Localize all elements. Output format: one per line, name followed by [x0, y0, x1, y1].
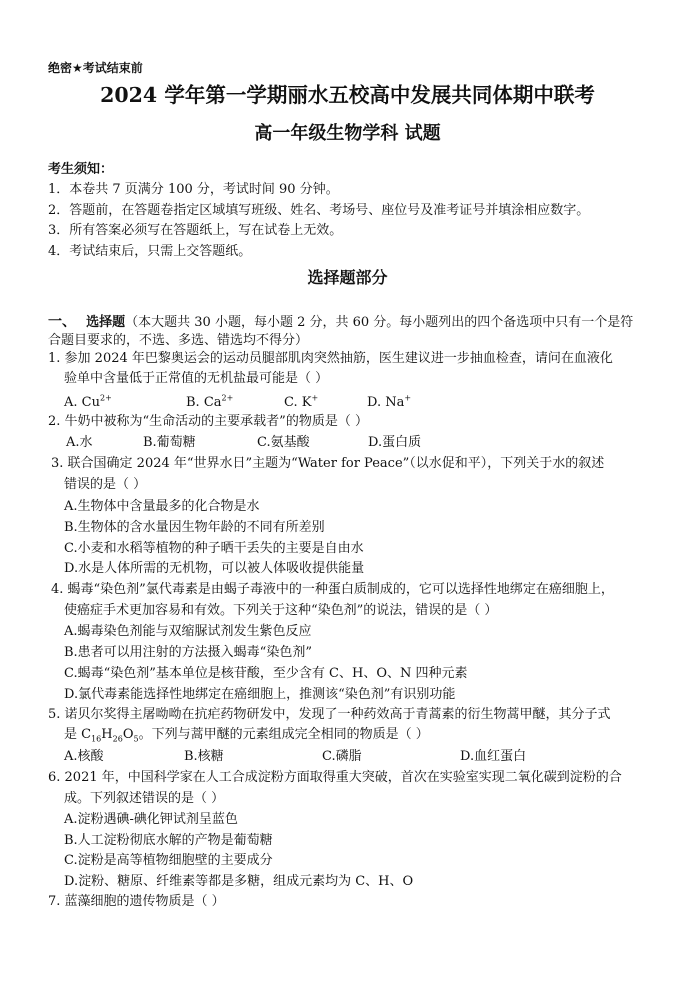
q3-option-a: A.生物体中含量最多的化合物是水: [64, 499, 260, 514]
part1-desc-line2: 合题目要求的，不选、多选、错选均不得分）: [48, 333, 309, 348]
q5-formula-c-count: 16: [91, 734, 102, 744]
q1-option-d-text: D. Na: [367, 395, 405, 410]
q4-stem-line2: 使癌症手术更加容易和有效。下列关于这种“染色剂”的说法，错误的是（ ）: [64, 603, 498, 618]
q6-option-a: A.淀粉遇碘-碘化钾试剂呈蓝色: [64, 812, 238, 827]
q5-stem-line2-text: 。下列与蒿甲醚的元素组成完全相同的物质是（ ）: [138, 727, 429, 742]
notice-item-2: 2．答题前，在答题卷指定区域填写班级、姓名、考场号、座位号及准考证号并填涂相应数字。: [48, 203, 590, 218]
q5-option-c: C.磷脂: [322, 749, 362, 764]
q1-option-a: [64, 395, 112, 411]
q5-formula-h: H: [101, 727, 113, 742]
q1-option-d-charge: +: [404, 393, 412, 403]
q5-option-a: A.核酸: [64, 749, 104, 764]
q3-option-c: C.小麦和水稻等植物的种子晒干丢失的主要是自由水: [64, 541, 364, 556]
part1-label: 选择题: [86, 315, 126, 330]
notice-item-1: 1．本卷共 7 页满分 100 分，考试时间 90 分钟。: [48, 182, 339, 197]
q1-option-b: [186, 395, 233, 411]
q5-formula-o: O: [122, 727, 134, 742]
q1-stem-line1: 1. 参加 2024 年巴黎奥运会的运动员腿部肌肉突然抽筋，医生建议进一步抽血检查，请问在血液化: [48, 351, 613, 366]
q1-stem-line2: 验单中含量低于正常值的无机盐最可能是（ ）: [64, 371, 329, 386]
q1-option-b-text: B. Ca: [186, 395, 222, 410]
q1-option-c: [284, 395, 318, 411]
q1-option-b-charge: 2+: [221, 393, 234, 403]
q2-option-b: B.葡萄糖: [143, 435, 196, 450]
q2-option-d: D.蛋白质: [368, 435, 422, 450]
q4-stem-line1: 4. 蝎毒“染色剂”氯代毒素是由蝎子毒液中的一种蛋白质制成的，它可以选择性地绑定在癌细胞上，: [51, 582, 614, 597]
q4-option-a: A.蝎毒染色剂能与双缩脲试剂发生紫色反应: [64, 624, 312, 639]
q5-stem-line2: [64, 727, 429, 743]
q2-option-c: C.氨基酸: [257, 435, 310, 450]
q1-option-c-charge: +: [311, 393, 319, 403]
q4-option-c: C.蝎毒“染色剂”基本单位是核苷酸，至少含有 C、H、O、N 四种元素: [64, 666, 468, 681]
q6-option-c: C.淀粉是高等植物细胞壁的主要成分: [64, 853, 273, 868]
q5-formula-h-count: 26: [112, 734, 123, 744]
exam-title: 2024 学年第一学期丽水五校高中发展共同体期中联考: [100, 83, 595, 107]
q2-stem-line1: 2. 牛奶中被称为“生命活动的主要承载者”的物质是（ ）: [48, 414, 368, 429]
notice-heading: 考生须知：: [48, 162, 114, 177]
exam-subtitle: 高一年级生物学科 试题: [254, 123, 441, 144]
q1-option-a-charge: 2+: [99, 393, 112, 403]
q1-option-c-text: C. K: [284, 395, 312, 410]
q1-option-d: [367, 395, 411, 411]
q6-option-d: D.淀粉、糖原、纤维素等都是多糖，组成元素均为 C、H、O: [64, 874, 414, 889]
part1-heading: [48, 314, 633, 331]
q1-option-a-text: A. Cu: [64, 395, 100, 410]
q5-option-d: D.血红蛋白: [460, 749, 527, 764]
q4-option-d: D.氯代毒素能选择性地绑定在癌细胞上，推测该“染色剂”有识别功能: [64, 687, 456, 702]
q4-option-b: B.患者可以用注射的方法摄入蝎毒“染色剂”: [64, 645, 312, 660]
q6-stem-line2: 成。下列叙述错误的是（ ）: [64, 791, 225, 806]
q6-stem-line1: 6. 2021 年，中国科学家在人工合成淀粉方面取得重大突破，首次在实验室实现二氧化碳到淀粉的合: [48, 770, 622, 785]
q3-option-b: B.生物体的含水量因生物年龄的不同有所差别: [64, 520, 325, 535]
notice-item-3: 3．所有答案必须写在答题纸上，写在试卷上无效。: [48, 223, 343, 238]
q2-option-a: A.水: [66, 435, 93, 450]
part1-desc-line1: （本大题共 30 小题，每小题 2 分，共 60 分。每小题列出的四个备选项中只有一个是符: [125, 315, 634, 330]
confidential-label: 绝密★考试结束前: [48, 61, 143, 75]
q5-formula-o-count: 5: [133, 734, 139, 744]
q3-stem-line1: 3. 联合国确定 2024 年“世界水日”主题为“Water for Peace”（以水促和平），下列关于水的叙述: [51, 456, 605, 471]
part1-number: 一、: [48, 314, 76, 330]
q5-stem-line1: 5. 诺贝尔奖得主屠呦呦在抗疟药物研发中，发现了一种药效高于青蒿素的衍生物蒿甲醚，其分子式: [48, 707, 611, 722]
q3-stem-line2: 错误的是（ ）: [64, 477, 147, 492]
q6-option-b: B.人工淀粉彻底水解的产物是葡萄糖: [64, 833, 273, 848]
q5-formula-prefix: 是 C: [64, 727, 92, 742]
notice-item-4: 4．考试结束后，只需上交答题纸。: [48, 244, 252, 259]
q7-stem-line1: 7. 蓝藻细胞的遗传物质是（ ）: [48, 894, 225, 909]
q5-option-b: B.核糖: [184, 749, 224, 764]
q3-option-d: D.水是人体所需的无机物，可以被人体吸收提供能量: [64, 561, 365, 576]
section-title: 选择题部分: [307, 268, 388, 287]
